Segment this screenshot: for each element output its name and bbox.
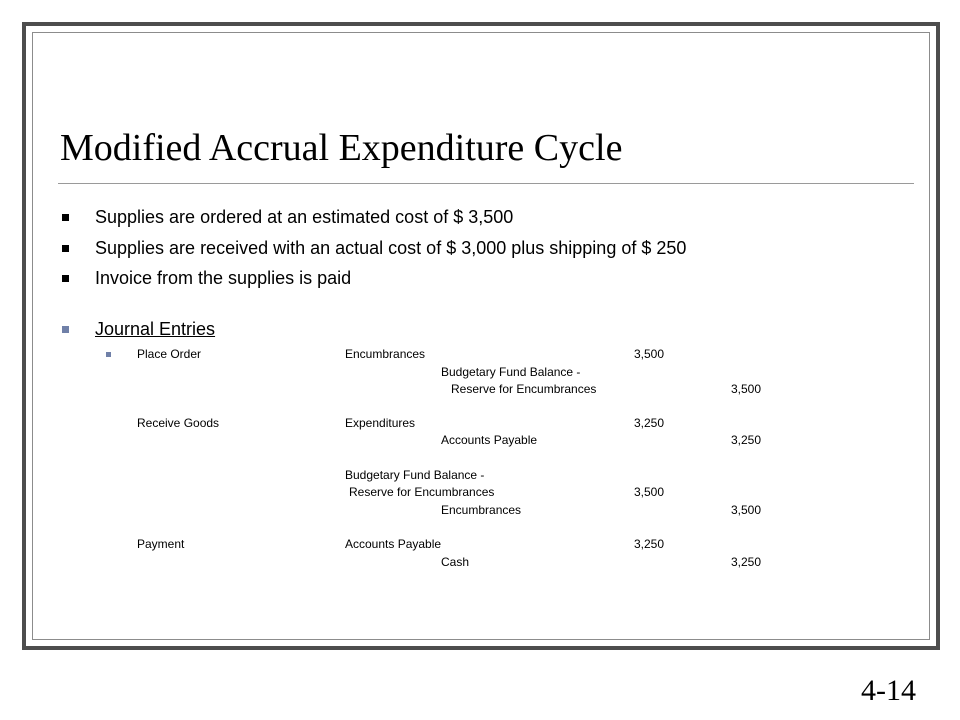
bullet-square-icon [62, 275, 69, 282]
slide-number: 4-14 [861, 674, 916, 707]
journal-debit: 3,500 [634, 347, 665, 361]
bullet-square-icon [62, 214, 69, 221]
bullet-text: Supplies are received with an actual cost of $ 3,000 plus shipping of $ 250 [95, 238, 687, 258]
journal-account: Encumbrances [441, 503, 522, 517]
slide-title: Modified Accrual Expenditure Cycle [60, 127, 623, 169]
journal-event: Receive Goods [137, 416, 220, 430]
journal-account: Accounts Payable [345, 537, 442, 551]
bullet-square-icon [62, 245, 69, 252]
journal-debit: 3,250 [634, 537, 665, 551]
sub-bullet-square-icon [106, 352, 111, 357]
title-divider [58, 183, 914, 184]
journal-entries-heading: Journal Entries [95, 319, 216, 339]
journal-account: Reserve for Encumbrances [451, 382, 597, 396]
journal-account: Cash [441, 555, 470, 569]
journal-debit: 3,500 [634, 485, 665, 499]
bullet-text: Supplies are ordered at an estimated cost of $ 3,500 [95, 207, 514, 227]
journal-event: Payment [137, 537, 185, 551]
journal-credit: 3,500 [731, 503, 762, 517]
journal-account: Budgetary Fund Balance - [345, 468, 485, 482]
journal-debit: 3,250 [634, 416, 665, 430]
journal-credit: 3,250 [731, 433, 762, 447]
journal-account: Accounts Payable [441, 433, 538, 447]
bullet-square-icon [62, 326, 69, 333]
journal-credit: 3,250 [731, 555, 762, 569]
journal-event: Place Order [137, 347, 202, 361]
journal-account: Reserve for Encumbrances [349, 485, 495, 499]
journal-account: Encumbrances [345, 347, 426, 361]
bullet-text: Invoice from the supplies is paid [95, 268, 352, 288]
journal-account: Expenditures [345, 416, 416, 430]
journal-account: Budgetary Fund Balance - [441, 365, 581, 379]
journal-credit: 3,500 [731, 382, 762, 396]
